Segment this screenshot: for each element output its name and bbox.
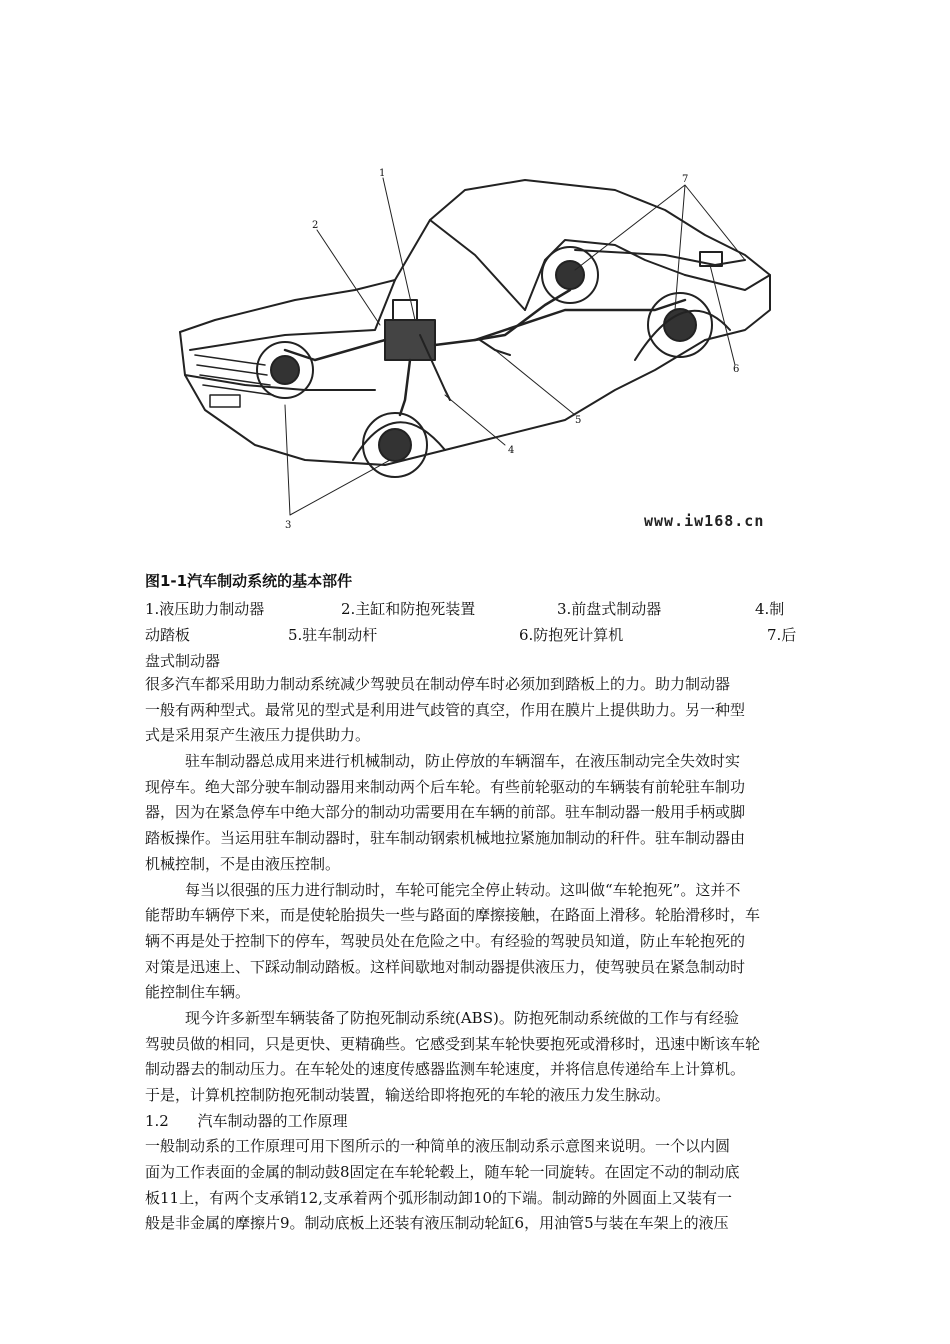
text-line: 面为工作表面的金属的制动鼓8固定在车轮轮毂上，随车轮一同旋转。在固定不动的制动底 — [145, 1163, 740, 1182]
car-brake-diagram — [145, 160, 805, 555]
body-text — [145, 672, 805, 1237]
rear-deck — [685, 275, 770, 340]
text-line: 驾驶员做的相同，只是更快、更精确些。它感受到某车轮快要抱死或滑移时，迅速中断该车轮 — [145, 1034, 761, 1053]
legend-item: 盘式制动器 — [145, 652, 221, 670]
callout-1: 1 — [379, 168, 386, 179]
figure-legend — [145, 596, 805, 674]
parking-brake-lever — [480, 340, 510, 355]
section-heading: 1.2 汽车制动器的工作原理 — [145, 1111, 348, 1130]
text-line: 般是非金属的摩擦片9。制动底板上还装有液压制动轮缸6，用油管5与装在车架上的液压 — [145, 1214, 729, 1233]
figure-caption: 图1-1汽车制动系统的基本部件 — [145, 572, 353, 590]
text-line: 辆不再是处于控制下的停车，驾驶员处在危险之中。有经验的驾驶员知道，防止车轮抱死的 — [145, 931, 746, 950]
master-cylinder-abs-unit — [385, 320, 435, 360]
text-line: 能控制住车辆。 — [145, 983, 251, 1002]
text-line: 对策是迅速上、下踩动制动踏板。这样间歇地对制动器提供液压力，使驾驶员在紧急制动时 — [145, 957, 746, 976]
text-line: 现停车。绝大部分驶车制动器用来制动两个后车轮。有些前轮驱动的车辆装有前轮驻车制功 — [145, 777, 746, 796]
text-line: 板11上，有两个支承销12,支承着两个弧形制动卸10的下端。制动蹄的外圆面上又装有一 — [145, 1188, 733, 1207]
legend-item: 5.驻车制动杆 — [288, 626, 378, 644]
text-line: 现今许多新型车辆装备了防抱死制动系统(ABS)。防抱死制动系统做的工作与有经验 — [185, 1008, 739, 1027]
text-line: 踏板操作。当运用驻车制动器时，驻车制动钢索机械地拉紧施加制动的秆件。驻车制动器由 — [145, 829, 746, 848]
text-line: 制动器去的制动压力。在车轮处的速度传感器监测车轮速度，并将信息传递给车上计算机。 — [145, 1060, 746, 1079]
callout-4: 4 — [508, 445, 515, 456]
brake-system-figure — [145, 160, 805, 555]
text-line: 一般制动系的工作原理可用下图所示的一种简单的液压制动系示意图来说明。一个以内圆 — [145, 1137, 731, 1156]
legend-row — [145, 622, 805, 648]
callout-5: 5 — [575, 415, 582, 426]
text-line: 机械控制，不是由液压控制。 — [145, 854, 341, 873]
callout-2: 2 — [312, 220, 319, 231]
legend-item: 6.防抱死计算机 — [519, 626, 624, 644]
legend-item: 1.液压助力制动器 — [145, 600, 265, 618]
legend-row — [145, 648, 805, 674]
legend-item: 4.制 — [755, 600, 785, 618]
hood-front-line — [190, 280, 395, 350]
legend-item: 2.主缸和防抱死装置 — [341, 600, 476, 618]
callout-3: 3 — [285, 520, 292, 531]
text-line: 驻车制动器总成用来进行机械制动，防止停放的车辆溜车，在液压制动完全失效时实 — [185, 752, 741, 771]
legend-item: 动踏板 — [145, 626, 191, 644]
callout-7: 7 — [682, 174, 689, 185]
car-sill-line — [445, 340, 705, 450]
legend-row — [145, 596, 805, 622]
windshield-pillar — [430, 220, 525, 310]
front-right-brake-line — [400, 360, 410, 415]
text-line: 于是，计算机控制防抱死制动装置，输送给即将抱死的车轮的液压力发生脉动。 — [145, 1086, 671, 1104]
text-line: 能帮助车辆停下来，而是使轮胎损失一些与路面的摩擦接触，在路面上滑移。轮胎滑移时，车 — [145, 906, 761, 925]
text-line: 很多汽车都采用助力制动系统减少驾驶员在制动停车时必须加到踏板上的力。助力制动器 — [145, 675, 731, 693]
text-line: 器，因为在紧急停车中绝大部分的制动功需要用在车辆的前部。驻车制动器一般用手柄或脚 — [145, 803, 746, 822]
car-hood-edge — [180, 280, 395, 332]
front-left-brake-line — [285, 340, 385, 360]
text-line: 式是采用泵产生液压力提供助力。 — [145, 726, 371, 745]
legend-item: 3.前盘式制动器 — [557, 600, 662, 618]
watermark: www.iw168.cn — [644, 512, 765, 530]
legend-item: 7.后 — [767, 626, 797, 644]
callout-6: 6 — [733, 364, 740, 375]
text-line: 一般有两种型式。最常见的型式是利用进气歧管的真空，作用在膜片上提供助力。另一种型 — [145, 700, 746, 719]
text-line: 每当以很强的压力进行制动时，车轮可能完全停止转动。这叫做“车轮抱死”。这并不 — [185, 880, 741, 899]
